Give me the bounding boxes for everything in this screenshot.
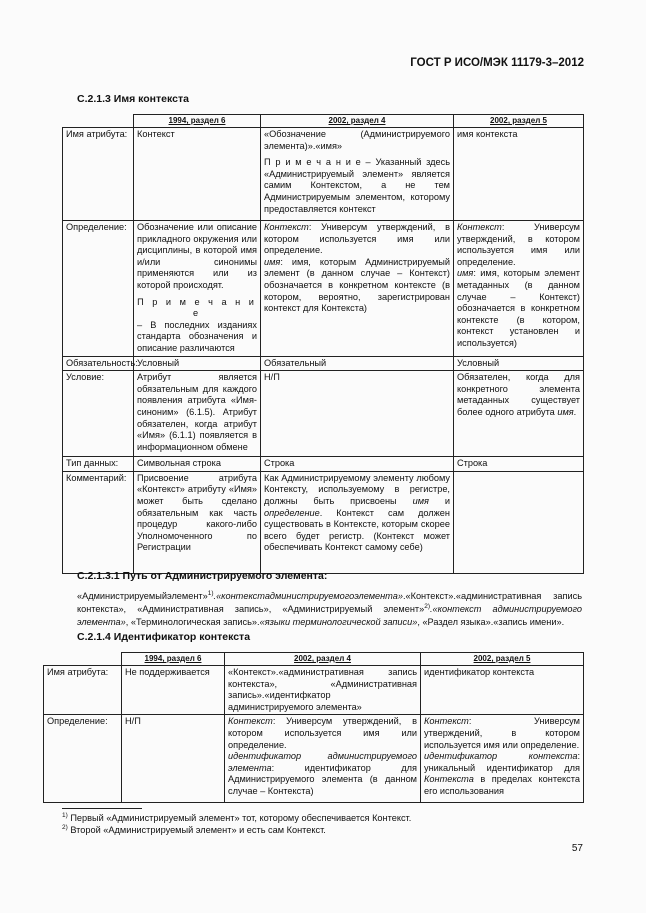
column-header: 1994, раздел 6 xyxy=(122,653,225,666)
table-cell xyxy=(261,221,454,357)
table-cell xyxy=(261,128,454,221)
para-text: , «Терминологическая запись». xyxy=(125,617,260,627)
table-cell: Строка xyxy=(454,457,584,472)
cell-text: : имя, которым элемент метаданных (в данном случае – Контекст) обозначается в конкретном контексте (в котором, контекст установлен и используется) xyxy=(457,268,580,348)
note-text: П р и м е ч а н и е – Указанный здесь «Администрируемый элемент» является самим Контекстом, а не тем Администрируемым элементом, которому предоставляется контекст xyxy=(264,157,450,214)
term: Контекст xyxy=(424,716,469,727)
para-term: .«контекст администрируемого элемента» xyxy=(77,604,582,627)
note-heading: П р и м е ч а н и е xyxy=(137,296,257,319)
row-label: Определение: xyxy=(63,221,134,357)
cell-text: Обязателен, когда для конкретного элемента метаданных существует более одного атрибута xyxy=(457,372,580,417)
footnote xyxy=(62,813,411,825)
section-title: С.2.1.3 Имя контекста xyxy=(77,93,189,105)
table-cell: Обязательный xyxy=(261,356,454,371)
table-cell: Условный xyxy=(134,356,261,371)
cell-text: : Универсум утверждений, в котором используется имя или определение. xyxy=(457,222,580,267)
cell-text: : Универсум утверждений, в котором используется имя или определение. xyxy=(228,716,417,750)
table-cell xyxy=(225,715,421,803)
table-cell: Условный xyxy=(454,356,584,371)
row-label: Условие: xyxy=(63,371,134,457)
table-cell: Строка xyxy=(261,457,454,472)
table-cell: Н/П xyxy=(122,715,225,803)
cell-text: в пределах контекста его использования xyxy=(424,774,580,796)
row-label: Определение: xyxy=(44,715,122,803)
term: Контекст xyxy=(264,222,309,232)
footnote-mark: 1) xyxy=(62,811,68,819)
cell-text: и xyxy=(428,495,450,506)
cell-text: . Контекст сам должен существовать в Контексте, которым скорее всего будет регистр. (Контекст может обеспечивать Контекст самому себе) xyxy=(264,507,450,553)
term: идентификатор контекста xyxy=(424,751,578,762)
context-name-table xyxy=(62,114,584,574)
cell-text: : Универсум утверждений, в котором используется имя или определение. xyxy=(424,716,580,750)
cell-text: . xyxy=(573,406,577,417)
table-cell: Контекст xyxy=(134,128,261,221)
cell-text: Обозначение или описание прикладного окружения или дисциплины, в которой имя и/или синонимы применяются или из которой происходят. xyxy=(137,222,257,290)
footnote-ref: 1) xyxy=(207,589,214,597)
document-header: ГОСТ Р ИСО/МЭК 11179-3–2012 xyxy=(410,57,584,69)
table-cell: Символьная строка xyxy=(134,457,261,472)
table-cell: Атрибут является обязательным для каждого появления атрибута «Имя-синоним» (6.1.5). Атрибут обязателен, когда атрибут «Имя» (6.1.1) появляется в информационном обмене xyxy=(134,371,261,457)
para-text: «Администрируемыйэлемент» xyxy=(77,591,208,601)
term: имя xyxy=(457,268,474,279)
cell-text: : идентификатор для Администрируемого элемента (в данном случае – Контекста) xyxy=(228,762,417,796)
table-cell: идентификатор контекста xyxy=(421,666,584,715)
column-header: 2002, раздел 5 xyxy=(454,115,584,128)
para-text: , «Раздел языка».«запись имени». xyxy=(417,617,565,627)
table-cell xyxy=(454,221,584,357)
cell-text: «Обозначение (Администрируемого элемента)».«имя» xyxy=(264,129,450,151)
column-header: 2002, раздел 5 xyxy=(421,653,584,666)
column-header: 2002, раздел 4 xyxy=(261,115,454,128)
table-cell: Н/П xyxy=(261,371,454,457)
row-label: Обязательность: xyxy=(63,356,134,371)
para-term: «языки терминологической записи» xyxy=(259,617,418,627)
term: Контекст xyxy=(228,716,273,727)
table-cell: «Контекст».«административная запись контекста», «Административная запись».«идентифкатор администрируемого элемента» xyxy=(225,666,421,715)
table-cell: Не поддерживается xyxy=(122,666,225,715)
cell-text: : имя, которым Администрируемый элемент (в данном случае – Контекст) обозначается в конкретном контексте (в котором, вероятно, зарегистрирован контекст для Контекста) xyxy=(264,256,450,314)
table-cell xyxy=(421,715,584,803)
column-header: 2002, раздел 4 xyxy=(225,653,421,666)
path-paragraph xyxy=(77,590,582,629)
para-text: .«Контекст».«административная запись контекста», «Административная запись», «Администрируемый элемент» xyxy=(77,591,582,614)
table-cell xyxy=(134,221,261,357)
section-title: С.2.1.3.1 Путь от Администрируемого элемента: xyxy=(77,570,328,582)
table-cell: Присвоение атрибута «Контекст» атрибуту «Имя» может быть сделано обязательным как часть процедур какого-либо Уполномоченного по Регистрации xyxy=(134,471,261,573)
table-cell xyxy=(261,471,454,573)
footnote-text: Второй «Администрируемый элемент» и есть сам Контекст. xyxy=(67,825,326,835)
note-text: – В последних изданиях стандарта обозначения и описание различаются xyxy=(137,319,257,353)
table-cell xyxy=(454,371,584,457)
term: идентификатор администрируемого элемента xyxy=(228,751,417,773)
cell-text: Как Администрируемому элементу любому Контексту, используемому в регистре, должны быть присвоены xyxy=(264,472,450,506)
cell-text: : уникальный идентификатор для xyxy=(424,751,580,773)
term: имя xyxy=(264,256,281,267)
footnote-ref: 2) xyxy=(424,602,430,610)
column-header: 1994, раздел 6 xyxy=(134,115,261,128)
table-cell: имя контекста xyxy=(454,128,584,221)
term: Контекста xyxy=(424,774,474,785)
page-number: 57 xyxy=(571,843,583,854)
term: Контекст xyxy=(457,222,502,232)
term: имя xyxy=(557,406,574,417)
row-label: Комментарий: xyxy=(63,471,134,573)
row-label: Тип данных: xyxy=(63,457,134,472)
para-term: .«контекстадминистрируемогоэлемента» xyxy=(213,591,403,601)
row-label: Имя атрибута: xyxy=(44,666,122,715)
footnote-text: Первый «Администрируемый элемент» тот, которому обеспечивается Контекст. xyxy=(67,813,412,823)
context-identifier-table xyxy=(43,652,584,803)
cell-text: : Универсум утверждений, в котором используется имя или определение. xyxy=(264,222,450,256)
term: определение xyxy=(264,507,320,518)
footnote xyxy=(62,825,326,837)
row-label: Имя атрибута: xyxy=(63,128,134,221)
footnote-mark: 2) xyxy=(62,823,68,831)
table-cell xyxy=(454,471,584,573)
section-title: С.2.1.4 Идентификатор контекста xyxy=(77,631,251,643)
term: имя xyxy=(412,495,429,506)
footnote-divider xyxy=(62,808,142,809)
